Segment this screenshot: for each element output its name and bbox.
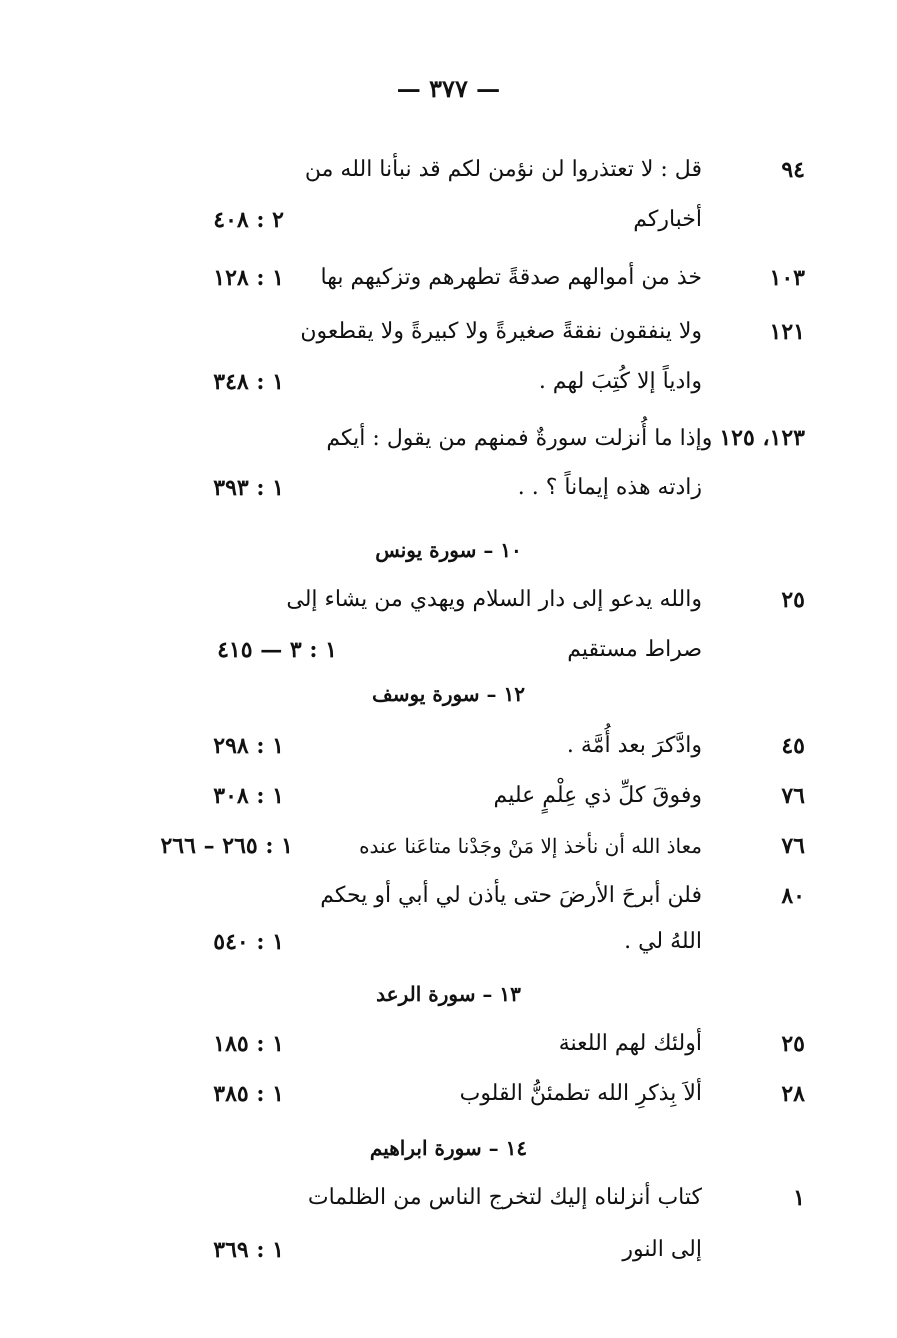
entry-text-line: كتاب أنزلناه إليك لتخرج الناس من الظلمات — [307, 1185, 702, 1210]
verse-number: ٢٥ — [781, 587, 805, 613]
verse-number: ١٢١ — [769, 319, 805, 345]
volume-page-reference: ١ : ١٨٥ — [213, 1031, 284, 1057]
entry-94 — [0, 150, 897, 190]
entry-text-line: وادَّكرَ بعد أُمَّة . — [566, 733, 702, 758]
entry-text-line: فلن أبرحَ الأرضَ حتى يأذن لي أبي أو يحكم — [320, 883, 702, 908]
volume-page-reference: ١ : ١٢٨ — [213, 265, 284, 291]
entry-76-b — [0, 826, 897, 866]
entry-text-line: وفوقَ كلِّ ذي عِلْمٍ عليم — [493, 783, 702, 808]
entry-text-first-line: وإذا ما أُنزلت سورةٌ فمنهم من يقول : أيكم — [326, 426, 713, 451]
entry-123-125-continuation — [0, 468, 897, 508]
entry-80 — [0, 876, 897, 916]
entry-text-line: قل : لا تعتذروا لن نؤمن لكم قد نبأنا الله من — [304, 157, 702, 182]
volume-page-reference: ١ : ٣٩٣ — [213, 475, 284, 501]
entry-text-line: ولا ينفقون نفقةً صغيرةً ولا كبيرةً ولا يقطعون — [300, 319, 702, 344]
surah-heading: ١٤ – سورة ابراهيم — [369, 1136, 528, 1160]
volume-page-reference: ١ : ٣٦٩ — [213, 1237, 284, 1263]
page-number: — ٣٧٧ — — [396, 74, 501, 103]
entry-text-line: وادياً إلا كُتِبَ لهم . — [538, 369, 702, 394]
volume-page-reference: ٢ : ٤٠٨ — [213, 207, 284, 233]
verse-number: ١ — [793, 1185, 805, 1211]
entry-text-line: صراط مستقيم — [567, 637, 702, 662]
entry-text-line: معاذ الله أن نأخذ إلا مَنْ وجَدْنا متاعَنا عنده — [359, 834, 702, 858]
verse-number: ١٠٣ — [769, 265, 805, 291]
entry-text-line: إلى النور — [622, 1237, 702, 1262]
entry-text-line: زادته هذه إيماناً ؟ . . — [517, 475, 702, 500]
entry-25-raad — [0, 1024, 897, 1064]
volume-page-reference: ١ : ٢٦٥ – ٢٦٦ — [160, 833, 293, 859]
entry-25-yunus — [0, 580, 897, 620]
entry-121-continuation — [0, 362, 897, 402]
entry-1-continuation — [0, 1230, 897, 1270]
entry-text-line: خذ من أموالهم صدقةً تطهرهم وتزكيهم بها — [320, 265, 702, 290]
verse-number: ٨٠ — [781, 883, 805, 909]
surah-heading: ١٢ – سورة يوسف — [372, 682, 525, 706]
entry-text-line: والله يدعو إلى دار السلام ويهدي من يشاء إلى — [286, 587, 702, 612]
verse-number: ٩٤ — [781, 157, 805, 183]
entry-94-continuation — [0, 200, 897, 240]
verse-number: ٢٨ — [781, 1081, 805, 1107]
entry-text-line: اللهُ لي . — [624, 929, 702, 954]
entry-123-125 — [0, 418, 897, 458]
surah-heading: ١٣ – سورة الرعد — [376, 982, 521, 1006]
volume-page-reference: ١ : ٣٨٥ — [213, 1081, 284, 1107]
verse-number: ٧٦ — [781, 833, 805, 859]
entry-1 — [0, 1178, 897, 1218]
surah-heading: ١٠ – سورة يونس — [375, 538, 522, 562]
entry-text-line — [326, 418, 805, 459]
volume-page-reference: ١ : ٣ — ٤١٥ — [217, 637, 337, 663]
entry-45 — [0, 726, 897, 766]
entry-text-line: أولئك لهم اللعنة — [558, 1031, 702, 1056]
entry-28 — [0, 1074, 897, 1114]
verse-number: ٤٥ — [781, 733, 805, 759]
volume-page-reference: ١ : ٥٤٠ — [213, 929, 284, 955]
entry-text-line: ألاَ بِذكرِ الله تطمئنُّ القلوب — [459, 1081, 702, 1106]
verse-number: ٢٥ — [781, 1031, 805, 1057]
entry-text-line: أخباركم — [633, 207, 702, 232]
verse-number: ١٢٣، ١٢٥ — [719, 425, 805, 451]
entry-103 — [0, 258, 897, 298]
entry-25-yunus-continuation — [0, 630, 897, 670]
entry-80-continuation — [0, 922, 897, 962]
verse-number: ٧٦ — [781, 783, 805, 809]
volume-page-reference: ١ : ٣٤٨ — [213, 369, 284, 395]
volume-page-reference: ١ : ٢٩٨ — [213, 733, 284, 759]
volume-page-reference: ١ : ٣٠٨ — [213, 783, 284, 809]
entry-121 — [0, 312, 897, 352]
entry-76-a — [0, 776, 897, 816]
